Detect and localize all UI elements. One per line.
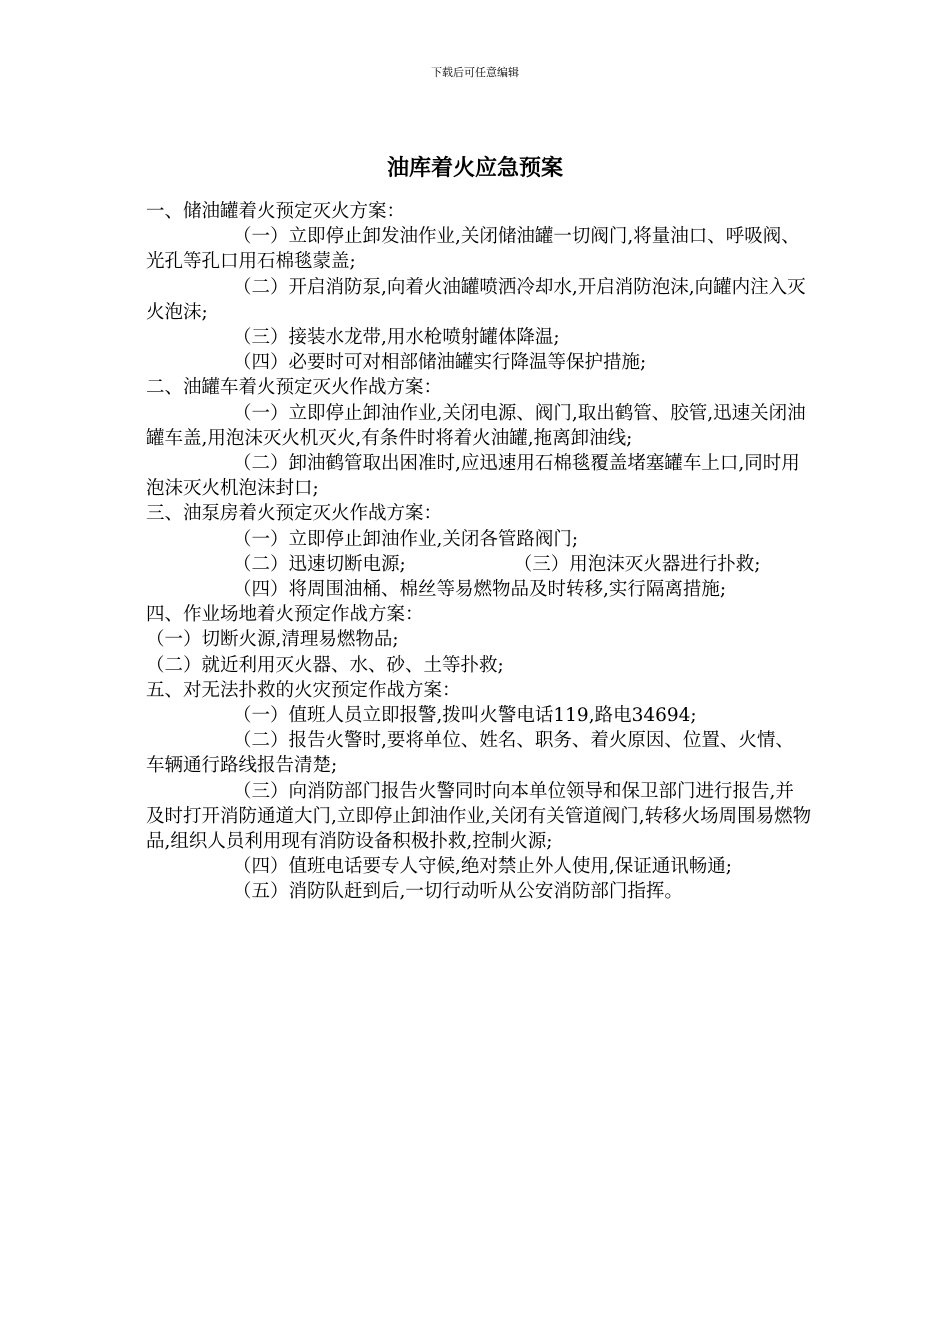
paragraph: （四）将周围油桶、棉丝等易燃物品及时转移,实行隔离措施; bbox=[233, 579, 727, 601]
page-header: 下载后可任意编辑 bbox=[431, 66, 519, 79]
document-title: 油库着火应急预案 bbox=[386, 155, 563, 181]
paragraph: （二）就近利用灭火器、水、砂、土等扑救; bbox=[146, 654, 504, 676]
paragraph: （一）立即停止卸油作业,关闭各管路阀门; bbox=[233, 528, 579, 550]
section-heading: 四、作业场地着火预定作战方案： bbox=[146, 604, 424, 626]
paragraph: （二）卸油鹤管取出困准时,应迅速用石棉毯覆盖堵塞罐车上口,同时用泡沫灭火机泡沫封口; bbox=[146, 453, 800, 500]
section-heading: 二、油罐车着火预定灭火作战方案： bbox=[146, 377, 443, 399]
paragraph: （一）切断火源,清理易燃物品; bbox=[146, 629, 399, 651]
paragraph bbox=[146, 552, 812, 577]
paragraph: （一）立即停止卸发油作业,关闭储油罐一切阀门,将量油口、呼吸阀、光孔等孔口用石棉毯蒙盖; bbox=[146, 226, 800, 273]
paragraph: （二）开启消防泵,向着火油罐喷洒冷却水,开启消防泡沫,向罐内注入灭火泡沫; bbox=[146, 276, 806, 323]
paragraph: （二）报告火警时,要将单位、姓名、职务、着火原因、位置、火情、车辆通行路线报告清楚; bbox=[146, 730, 794, 777]
paragraph: （五）消防队赶到后,一切行动听从公安消防部门指挥。 bbox=[233, 881, 683, 903]
paragraph-part: （二）迅速切断电源; bbox=[233, 553, 406, 575]
section-heading: 五、对无法扑救的火灾预定作战方案： bbox=[146, 679, 461, 701]
paragraph: （四）值班电话要专人守候,绝对禁止外人使用,保证通讯畅通; bbox=[233, 856, 732, 878]
paragraph: （三）向消防部门报告火警同时向本单位领导和保卫部门进行报告,并及时打开消防通道大门,立即停止卸油作业,关闭有关管道阀门,转移火场周围易燃物品,组织人员利用现有消防设备积极扑救,控制火源; bbox=[146, 780, 812, 853]
paragraph: （一）值班人员立即报警,拨叫火警电话119,路电34694; bbox=[233, 705, 697, 727]
paragraph: （一）立即停止卸油作业,关闭电源、阀门,取出鹤管、胶管,迅速关闭油罐车盖,用泡沫灭火机灭火,有条件时将着火油罐,拖离卸油线; bbox=[146, 402, 806, 449]
section-heading: 三、油泵房着火预定灭火作战方案： bbox=[146, 503, 443, 525]
document-body bbox=[146, 199, 812, 905]
paragraph: （四）必要时可对相部储油罐实行降温等保护措施; bbox=[233, 352, 647, 374]
paragraph: （三）接装水龙带,用水枪喷射罐体降温; bbox=[233, 327, 560, 349]
section-heading: 一、储油罐着火预定灭火方案： bbox=[146, 201, 406, 222]
paragraph-part: （三）用泡沫灭火器进行扑救; bbox=[513, 553, 761, 575]
